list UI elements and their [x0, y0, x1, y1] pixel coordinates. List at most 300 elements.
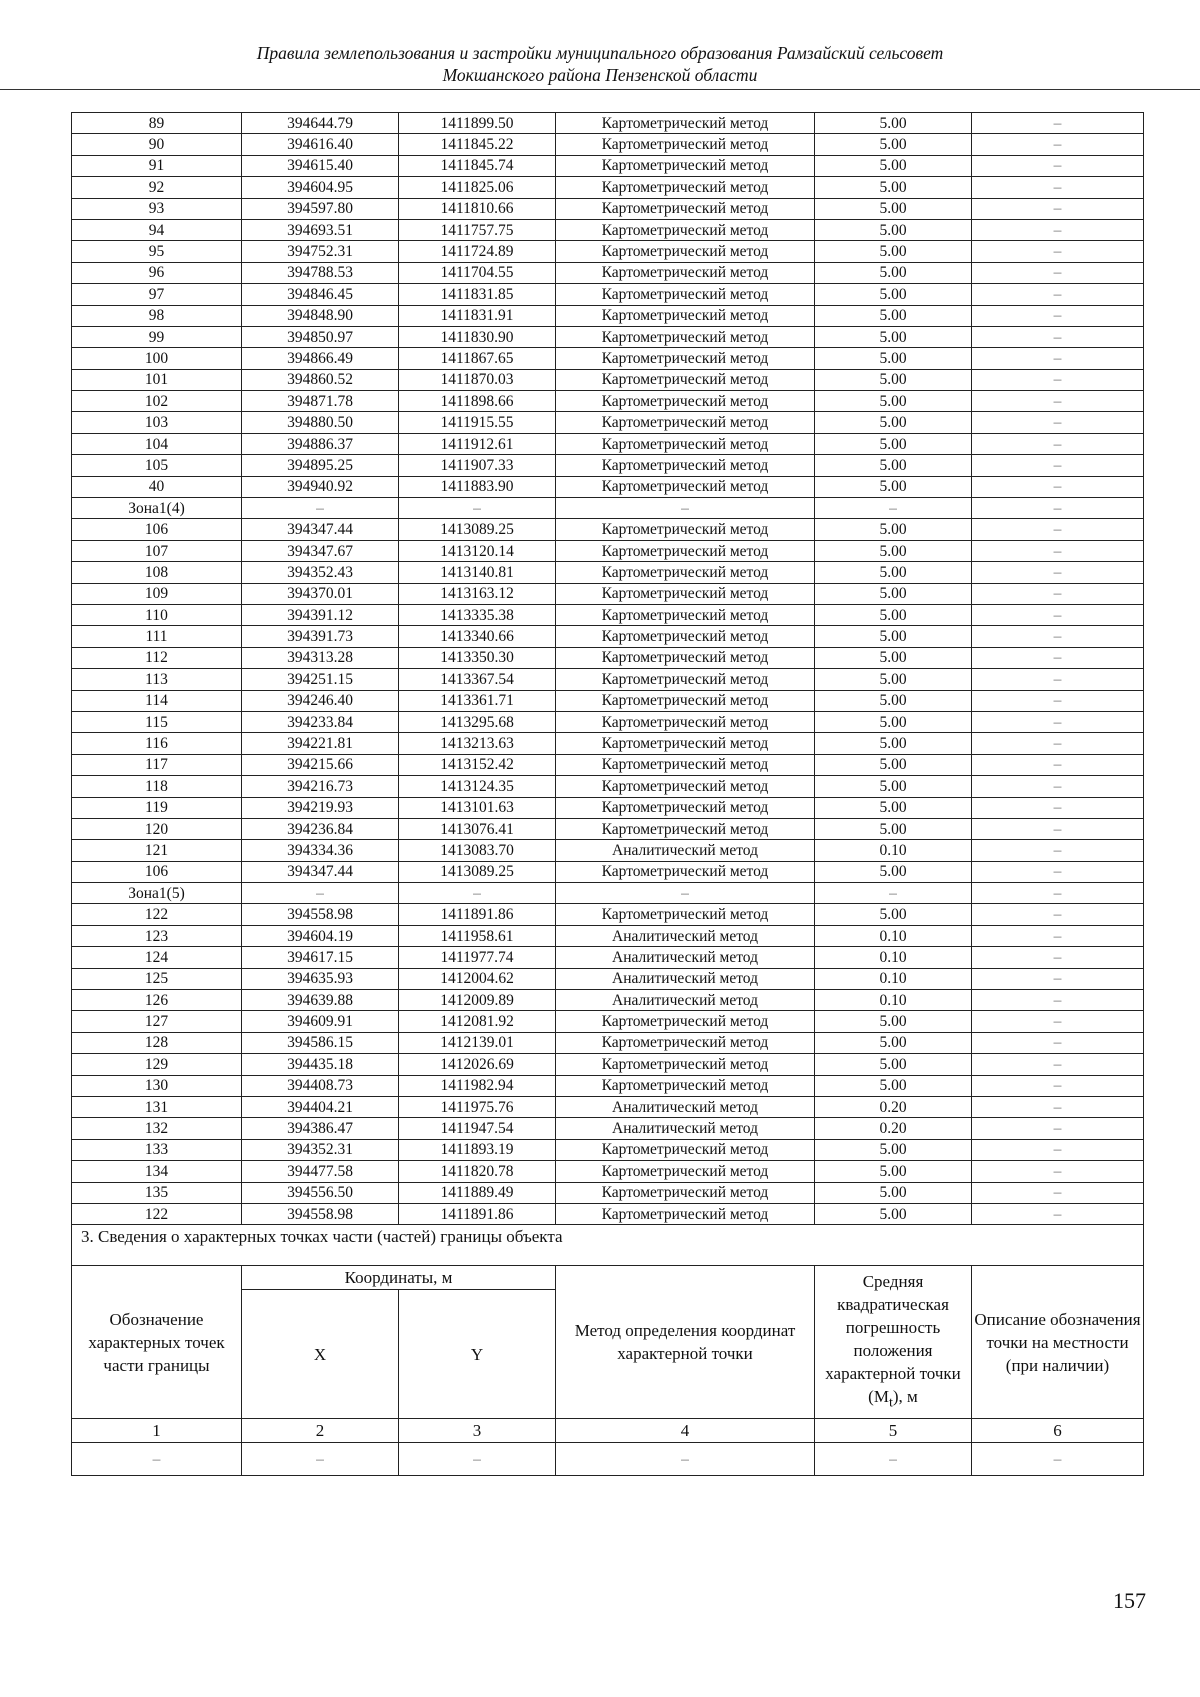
description-cell: – — [972, 669, 1144, 690]
error-cell: 5.00 — [815, 391, 972, 412]
table-row — [72, 241, 1144, 262]
y-coordinate-cell: 1413101.63 — [399, 797, 556, 818]
x-coordinate-cell: 394216.73 — [242, 776, 399, 797]
method-cell: Картометрический метод — [556, 284, 815, 305]
x-coordinate-cell: 394386.47 — [242, 1118, 399, 1139]
error-cell: 0.10 — [815, 947, 972, 968]
x-coordinate-cell: 394251.15 — [242, 669, 399, 690]
x-coordinate-cell: – — [242, 498, 399, 519]
method-cell: Картометрический метод — [556, 412, 815, 433]
point-id-cell: 95 — [72, 241, 242, 262]
description-cell: – — [972, 1118, 1144, 1139]
error-cell: 5.00 — [815, 604, 972, 625]
column-number: 2 — [242, 1419, 399, 1443]
x-coordinate-cell: 394609.91 — [242, 1011, 399, 1032]
y-coordinate-cell: 1413361.71 — [399, 690, 556, 711]
x-coordinate-cell: 394871.78 — [242, 391, 399, 412]
method-cell: – — [556, 883, 815, 904]
method-cell: Картометрический метод — [556, 198, 815, 219]
x-coordinate-cell: 394556.50 — [242, 1182, 399, 1203]
description-cell: – — [972, 1139, 1144, 1160]
y-coordinate-cell: 1412009.89 — [399, 990, 556, 1011]
header-method: Метод определения координат характерной точки — [556, 1266, 815, 1419]
method-cell: Картометрический метод — [556, 1011, 815, 1032]
point-id-cell: 120 — [72, 818, 242, 839]
error-cell: 5.00 — [815, 797, 972, 818]
point-id-cell: 106 — [72, 861, 242, 882]
description-cell: – — [972, 305, 1144, 326]
description-cell: – — [972, 391, 1144, 412]
method-cell: Картометрический метод — [556, 348, 815, 369]
point-id-cell: 40 — [72, 476, 242, 497]
error-cell: – — [815, 883, 972, 904]
y-coordinate-cell: 1411889.49 — [399, 1182, 556, 1203]
error-cell: 5.00 — [815, 1182, 972, 1203]
header-mean-error-sub: t — [888, 1394, 893, 1411]
error-cell: 5.00 — [815, 1054, 972, 1075]
x-coordinate-cell: 394850.97 — [242, 326, 399, 347]
method-cell: Картометрический метод — [556, 904, 815, 925]
error-cell: 5.00 — [815, 1032, 972, 1053]
point-id-cell: 112 — [72, 647, 242, 668]
column-number: 3 — [399, 1419, 556, 1443]
table-row — [72, 1054, 1144, 1075]
table-row — [72, 583, 1144, 604]
table-row — [72, 1096, 1144, 1117]
error-cell: 0.10 — [815, 968, 972, 989]
x-coordinate-cell: 394221.81 — [242, 733, 399, 754]
point-id-cell: 133 — [72, 1139, 242, 1160]
description-cell: – — [972, 733, 1144, 754]
table-row — [72, 262, 1144, 283]
description-cell: – — [972, 540, 1144, 561]
y-coordinate-cell: 1412139.01 — [399, 1032, 556, 1053]
y-coordinate-cell: 1413350.30 — [399, 647, 556, 668]
table-row — [72, 369, 1144, 390]
y-coordinate-cell: 1411891.86 — [399, 1203, 556, 1224]
empty-cell: – — [399, 1443, 556, 1476]
method-cell: Аналитический метод — [556, 990, 815, 1011]
error-cell: 5.00 — [815, 1161, 972, 1182]
x-coordinate-cell: 394639.88 — [242, 990, 399, 1011]
error-cell: 5.00 — [815, 113, 972, 134]
description-cell: – — [972, 284, 1144, 305]
description-cell: – — [972, 904, 1144, 925]
method-cell: Картометрический метод — [556, 754, 815, 775]
y-coordinate-cell: 1411825.06 — [399, 177, 556, 198]
header-line-2: Мокшанского района Пензенской области — [442, 65, 758, 85]
x-coordinate-cell: 394236.84 — [242, 818, 399, 839]
y-coordinate-cell: 1413367.54 — [399, 669, 556, 690]
x-coordinate-cell: 394788.53 — [242, 262, 399, 283]
table-row — [72, 540, 1144, 561]
method-cell: Аналитический метод — [556, 925, 815, 946]
error-cell: 5.00 — [815, 669, 972, 690]
y-coordinate-cell: 1411845.74 — [399, 155, 556, 176]
error-cell: 5.00 — [815, 904, 972, 925]
table-row — [72, 1011, 1144, 1032]
point-id-cell: 102 — [72, 391, 242, 412]
y-coordinate-cell: 1413089.25 — [399, 519, 556, 540]
point-id-cell: 129 — [72, 1054, 242, 1075]
x-coordinate-cell: 394246.40 — [242, 690, 399, 711]
x-coordinate-cell: 394404.21 — [242, 1096, 399, 1117]
x-coordinate-cell: 394352.43 — [242, 562, 399, 583]
method-cell: Картометрический метод — [556, 455, 815, 476]
error-cell: 5.00 — [815, 476, 972, 497]
y-coordinate-cell: 1413340.66 — [399, 626, 556, 647]
column-number-row — [72, 1419, 1144, 1443]
table-row — [72, 690, 1144, 711]
method-cell: Картометрический метод — [556, 155, 815, 176]
error-cell: 5.00 — [815, 754, 972, 775]
y-coordinate-cell: 1411912.61 — [399, 433, 556, 454]
description-cell: – — [972, 1075, 1144, 1096]
empty-cell: – — [242, 1443, 399, 1476]
method-cell: Картометрический метод — [556, 326, 815, 347]
point-id-cell: 126 — [72, 990, 242, 1011]
table-row — [72, 797, 1144, 818]
y-coordinate-cell: 1411831.85 — [399, 284, 556, 305]
method-cell: Аналитический метод — [556, 840, 815, 861]
method-cell: Картометрический метод — [556, 433, 815, 454]
error-cell: 5.00 — [815, 711, 972, 732]
method-cell: Аналитический метод — [556, 947, 815, 968]
description-cell: – — [972, 1203, 1144, 1224]
header-y: Y — [399, 1290, 556, 1419]
y-coordinate-cell: 1411982.94 — [399, 1075, 556, 1096]
point-id-cell: 106 — [72, 519, 242, 540]
point-id-cell: 99 — [72, 326, 242, 347]
method-cell: Картометрический метод — [556, 369, 815, 390]
description-cell: – — [972, 604, 1144, 625]
table-row — [72, 562, 1144, 583]
y-coordinate-cell: 1411867.65 — [399, 348, 556, 369]
method-cell: Картометрический метод — [556, 1139, 815, 1160]
table-row — [72, 455, 1144, 476]
y-coordinate-cell: 1411831.91 — [399, 305, 556, 326]
y-coordinate-cell: 1411883.90 — [399, 476, 556, 497]
table-row — [72, 305, 1144, 326]
x-coordinate-cell: 394880.50 — [242, 412, 399, 433]
y-coordinate-cell: 1411893.19 — [399, 1139, 556, 1160]
y-coordinate-cell: 1412026.69 — [399, 1054, 556, 1075]
description-cell: – — [972, 326, 1144, 347]
x-coordinate-cell: 394347.44 — [242, 861, 399, 882]
description-cell: – — [972, 818, 1144, 839]
point-id-cell: 131 — [72, 1096, 242, 1117]
y-coordinate-cell: 1411947.54 — [399, 1118, 556, 1139]
point-id-cell: 93 — [72, 198, 242, 219]
x-coordinate-cell: 394233.84 — [242, 711, 399, 732]
description-cell: – — [972, 1096, 1144, 1117]
point-id-cell: 103 — [72, 412, 242, 433]
header-x: X — [242, 1290, 399, 1419]
coordinates-table-body — [72, 113, 1144, 1225]
error-cell: 5.00 — [815, 348, 972, 369]
point-id-cell: 98 — [72, 305, 242, 326]
y-coordinate-cell: 1411845.22 — [399, 134, 556, 155]
method-cell: Картометрический метод — [556, 1182, 815, 1203]
table-row — [72, 1032, 1144, 1053]
description-cell: – — [972, 626, 1144, 647]
error-cell: 5.00 — [815, 134, 972, 155]
x-coordinate-cell: 394597.80 — [242, 198, 399, 219]
point-id-cell: 97 — [72, 284, 242, 305]
table-row — [72, 669, 1144, 690]
x-coordinate-cell: 394604.95 — [242, 177, 399, 198]
y-coordinate-cell: 1413140.81 — [399, 562, 556, 583]
method-cell: Картометрический метод — [556, 476, 815, 497]
x-coordinate-cell: 394693.51 — [242, 219, 399, 240]
point-id-cell: 89 — [72, 113, 242, 134]
header-mean-error-text: Средняя квадратическая погрешность положения характерной точки (M — [825, 1272, 961, 1407]
table-row — [72, 904, 1144, 925]
x-coordinate-cell: – — [242, 883, 399, 904]
point-id-cell: Зона1(4) — [72, 498, 242, 519]
column-number: 1 — [72, 1419, 242, 1443]
description-cell: – — [972, 113, 1144, 134]
description-cell: – — [972, 883, 1144, 904]
table-row — [72, 433, 1144, 454]
x-coordinate-cell: 394846.45 — [242, 284, 399, 305]
table-row — [72, 348, 1144, 369]
method-cell: Картометрический метод — [556, 1075, 815, 1096]
x-coordinate-cell: 394644.79 — [242, 113, 399, 134]
x-coordinate-cell: 394635.93 — [242, 968, 399, 989]
x-coordinate-cell: 394617.15 — [242, 947, 399, 968]
error-cell: 0.10 — [815, 840, 972, 861]
method-cell: Картометрический метод — [556, 818, 815, 839]
point-id-cell: 91 — [72, 155, 242, 176]
x-coordinate-cell: 394604.19 — [242, 925, 399, 946]
description-cell: – — [972, 947, 1144, 968]
y-coordinate-cell: 1413124.35 — [399, 776, 556, 797]
y-coordinate-cell: 1411724.89 — [399, 241, 556, 262]
method-cell: Картометрический метод — [556, 604, 815, 625]
y-coordinate-cell: 1411898.66 — [399, 391, 556, 412]
table-row — [72, 883, 1144, 904]
point-id-cell: 96 — [72, 262, 242, 283]
y-coordinate-cell: 1411958.61 — [399, 925, 556, 946]
description-cell: – — [972, 840, 1144, 861]
table-row — [72, 861, 1144, 882]
y-coordinate-cell: 1413083.70 — [399, 840, 556, 861]
table-row — [72, 284, 1144, 305]
y-coordinate-cell: 1411977.74 — [399, 947, 556, 968]
error-cell: 5.00 — [815, 776, 972, 797]
y-coordinate-cell: 1413120.14 — [399, 540, 556, 561]
method-cell: Картометрический метод — [556, 861, 815, 882]
table-row — [72, 1118, 1144, 1139]
point-id-cell: 130 — [72, 1075, 242, 1096]
point-id-cell: 125 — [72, 968, 242, 989]
point-id-cell: 94 — [72, 219, 242, 240]
x-coordinate-cell: 394940.92 — [242, 476, 399, 497]
point-id-cell: 113 — [72, 669, 242, 690]
error-cell: 5.00 — [815, 262, 972, 283]
error-cell: 0.20 — [815, 1118, 972, 1139]
header-line-1: Правила землепользования и застройки муниципального образования Рамзайский сельсовет — [256, 43, 944, 63]
y-coordinate-cell: 1411704.55 — [399, 262, 556, 283]
method-cell: Картометрический метод — [556, 733, 815, 754]
point-id-cell: 122 — [72, 904, 242, 925]
method-cell: – — [556, 498, 815, 519]
table-row — [72, 711, 1144, 732]
x-coordinate-cell: 394866.49 — [242, 348, 399, 369]
y-coordinate-cell: 1411810.66 — [399, 198, 556, 219]
point-id-cell: 118 — [72, 776, 242, 797]
error-cell: 5.00 — [815, 1011, 972, 1032]
section-3-title: 3. Сведения о характерных точках части (частей) границы объекта — [72, 1225, 1144, 1266]
method-cell: Аналитический метод — [556, 968, 815, 989]
x-coordinate-cell: 394347.67 — [242, 540, 399, 561]
description-cell: – — [972, 990, 1144, 1011]
point-id-cell: 101 — [72, 369, 242, 390]
table-row — [72, 733, 1144, 754]
method-cell: Картометрический метод — [556, 690, 815, 711]
y-coordinate-cell: 1411915.55 — [399, 412, 556, 433]
table-row — [72, 947, 1144, 968]
error-cell: 5.00 — [815, 861, 972, 882]
header-rule — [0, 89, 1200, 90]
column-number: 4 — [556, 1419, 815, 1443]
description-cell: – — [972, 711, 1144, 732]
error-cell: 5.00 — [815, 455, 972, 476]
x-coordinate-cell: 394391.73 — [242, 626, 399, 647]
method-cell: Картометрический метод — [556, 711, 815, 732]
x-coordinate-cell: 394895.25 — [242, 455, 399, 476]
method-cell: Картометрический метод — [556, 219, 815, 240]
table-row — [72, 604, 1144, 625]
x-coordinate-cell: 394886.37 — [242, 433, 399, 454]
table-row — [72, 219, 1144, 240]
error-cell: 5.00 — [815, 519, 972, 540]
table-row — [72, 113, 1144, 134]
description-cell: – — [972, 583, 1144, 604]
y-coordinate-cell: 1413152.42 — [399, 754, 556, 775]
description-cell: – — [972, 562, 1144, 583]
description-cell: – — [972, 412, 1144, 433]
point-id-cell: 121 — [72, 840, 242, 861]
table-row — [72, 412, 1144, 433]
error-cell: 5.00 — [815, 1139, 972, 1160]
method-cell: Картометрический метод — [556, 1161, 815, 1182]
error-cell: 5.00 — [815, 219, 972, 240]
y-coordinate-cell: 1411757.75 — [399, 219, 556, 240]
description-cell: – — [972, 498, 1144, 519]
x-coordinate-cell: 394391.12 — [242, 604, 399, 625]
running-header — [0, 42, 1200, 86]
empty-cell: – — [972, 1443, 1144, 1476]
description-cell: – — [972, 1032, 1144, 1053]
point-id-cell: 122 — [72, 1203, 242, 1224]
method-cell: Картометрический метод — [556, 797, 815, 818]
y-coordinate-cell: – — [399, 498, 556, 519]
description-cell: – — [972, 754, 1144, 775]
error-cell: 5.00 — [815, 433, 972, 454]
error-cell: 5.00 — [815, 562, 972, 583]
point-id-cell: 134 — [72, 1161, 242, 1182]
error-cell: 5.00 — [815, 155, 972, 176]
error-cell: 5.00 — [815, 733, 972, 754]
point-id-cell: 110 — [72, 604, 242, 625]
error-cell: – — [815, 498, 972, 519]
header-description: Описание обозначения точки на местности (при наличии) — [972, 1266, 1144, 1419]
point-id-cell: 90 — [72, 134, 242, 155]
y-coordinate-cell: 1411870.03 — [399, 369, 556, 390]
table-row — [72, 990, 1144, 1011]
method-cell: Картометрический метод — [556, 305, 815, 326]
point-id-cell: 123 — [72, 925, 242, 946]
method-cell: Картометрический метод — [556, 776, 815, 797]
description-cell: – — [972, 177, 1144, 198]
empty-cell: – — [815, 1443, 972, 1476]
point-id-cell: 107 — [72, 540, 242, 561]
x-coordinate-cell: 394752.31 — [242, 241, 399, 262]
description-cell: – — [972, 433, 1144, 454]
x-coordinate-cell: 394558.98 — [242, 1203, 399, 1224]
point-id-cell: 119 — [72, 797, 242, 818]
error-cell: 5.00 — [815, 369, 972, 390]
description-cell: – — [972, 1182, 1144, 1203]
description-cell: – — [972, 455, 1144, 476]
point-id-cell: 128 — [72, 1032, 242, 1053]
table-row — [72, 818, 1144, 839]
error-cell: 5.00 — [815, 818, 972, 839]
table-row — [72, 391, 1144, 412]
y-coordinate-cell: 1413076.41 — [399, 818, 556, 839]
table-row — [72, 198, 1144, 219]
method-cell: Картометрический метод — [556, 113, 815, 134]
table-row — [72, 519, 1144, 540]
description-cell: – — [972, 476, 1144, 497]
y-coordinate-cell: 1411820.78 — [399, 1161, 556, 1182]
point-id-cell: 100 — [72, 348, 242, 369]
x-coordinate-cell: 394408.73 — [242, 1075, 399, 1096]
description-cell: – — [972, 925, 1144, 946]
method-cell: Картометрический метод — [556, 1032, 815, 1053]
method-cell: Картометрический метод — [556, 241, 815, 262]
description-cell: – — [972, 348, 1144, 369]
description-cell: – — [972, 776, 1144, 797]
method-cell: Картометрический метод — [556, 1054, 815, 1075]
x-coordinate-cell: 394313.28 — [242, 647, 399, 668]
y-coordinate-cell: 1411907.33 — [399, 455, 556, 476]
method-cell: Картометрический метод — [556, 669, 815, 690]
description-cell: – — [972, 155, 1144, 176]
table-row — [72, 1075, 1144, 1096]
x-coordinate-cell: 394215.66 — [242, 754, 399, 775]
y-coordinate-cell: 1413089.25 — [399, 861, 556, 882]
table-row — [72, 177, 1144, 198]
description-cell: – — [972, 134, 1144, 155]
error-cell: 5.00 — [815, 177, 972, 198]
description-cell: – — [972, 219, 1144, 240]
point-id-cell: 116 — [72, 733, 242, 754]
table-row — [72, 925, 1144, 946]
description-cell: – — [972, 519, 1144, 540]
x-coordinate-cell: 394435.18 — [242, 1054, 399, 1075]
section-3-block — [72, 1225, 1144, 1476]
table-row — [72, 647, 1144, 668]
header-mean-error-unit: ), м — [892, 1387, 918, 1407]
error-cell: 5.00 — [815, 305, 972, 326]
table-row — [72, 155, 1144, 176]
point-id-cell: Зона1(5) — [72, 883, 242, 904]
error-cell: 5.00 — [815, 1203, 972, 1224]
description-cell: – — [972, 241, 1144, 262]
